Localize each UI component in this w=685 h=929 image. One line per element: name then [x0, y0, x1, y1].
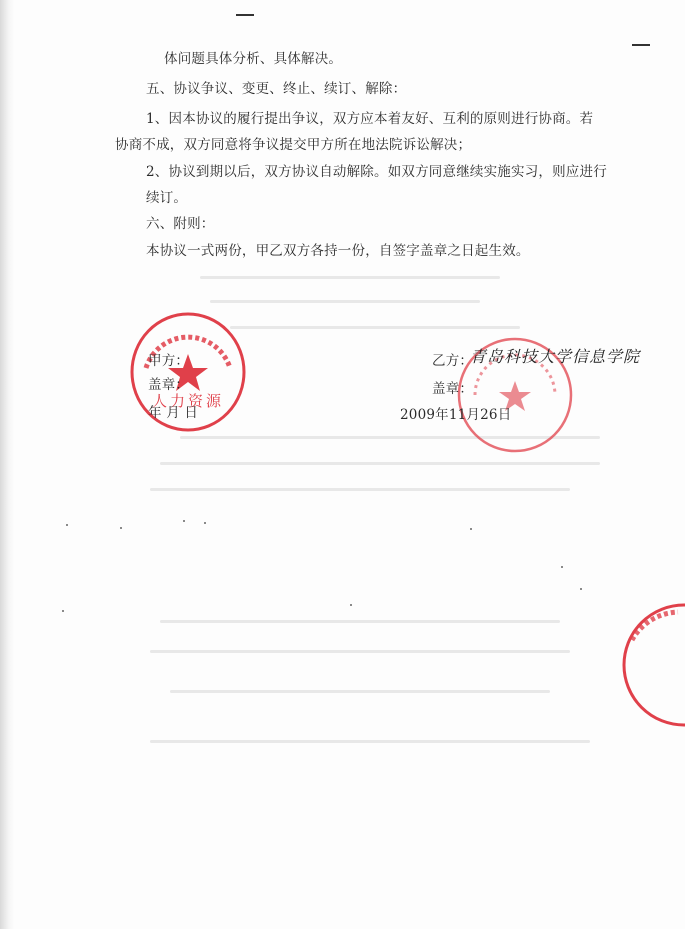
- scan-dot: [580, 588, 582, 590]
- bleed-through: [160, 620, 560, 623]
- scan-dot: [470, 528, 472, 530]
- bleed-through: [210, 300, 480, 303]
- scan-dot: [183, 520, 185, 522]
- party-b-label: 乙方：: [432, 353, 474, 369]
- scan-dot: [62, 610, 64, 612]
- text-line: 体问题具体分析、具体解决。: [164, 51, 343, 67]
- text-line: 2、协议到期以后，双方协议自动解除。如双方同意继续实施实习，则应进行: [146, 164, 607, 180]
- section-heading: 五、协议争议、变更、终止、续订、解除：: [146, 81, 407, 97]
- bleed-through: [200, 276, 500, 279]
- party-a-date-label: 年 月 日: [148, 405, 199, 421]
- party-b-date: 2009年11月26日: [400, 407, 512, 423]
- scan-dot: [204, 522, 206, 524]
- text-line: 本协议一式两份，甲乙双方各持一份，自签字盖章之日起生效。: [146, 243, 530, 259]
- top-mark: [236, 14, 254, 16]
- text-line: 协商不成，双方同意将争议提交甲方所在地法院诉讼解决；: [115, 137, 472, 153]
- top-mark: [632, 44, 650, 46]
- scan-edge-shadow: [0, 0, 14, 929]
- bleed-through: [150, 740, 590, 743]
- scan-dot: [350, 604, 352, 606]
- text-line: 1、因本协议的履行提出争议，双方应本着友好、互利的原则进行协商。若: [146, 111, 594, 127]
- scan-dot: [120, 527, 122, 529]
- party-b-signature: 青岛科技大学信息学院: [470, 347, 641, 366]
- text-line: 续订。: [146, 190, 188, 206]
- bleed-through: [170, 690, 550, 693]
- edge-stamp-partial: [618, 600, 685, 730]
- bleed-through: [150, 488, 570, 491]
- section-heading: 六、附则：: [146, 216, 215, 232]
- bleed-through: [230, 326, 520, 329]
- party-b-seal-label: 盖章：: [432, 381, 474, 397]
- stamp-text: 人力资源: [152, 392, 225, 410]
- party-a-seal-label: 盖章：: [148, 377, 190, 393]
- party-a-label: 甲方：: [148, 353, 190, 369]
- bleed-through: [150, 650, 570, 653]
- scan-dot: [561, 566, 563, 568]
- scan-dot: [66, 524, 68, 526]
- bleed-through: [160, 462, 600, 465]
